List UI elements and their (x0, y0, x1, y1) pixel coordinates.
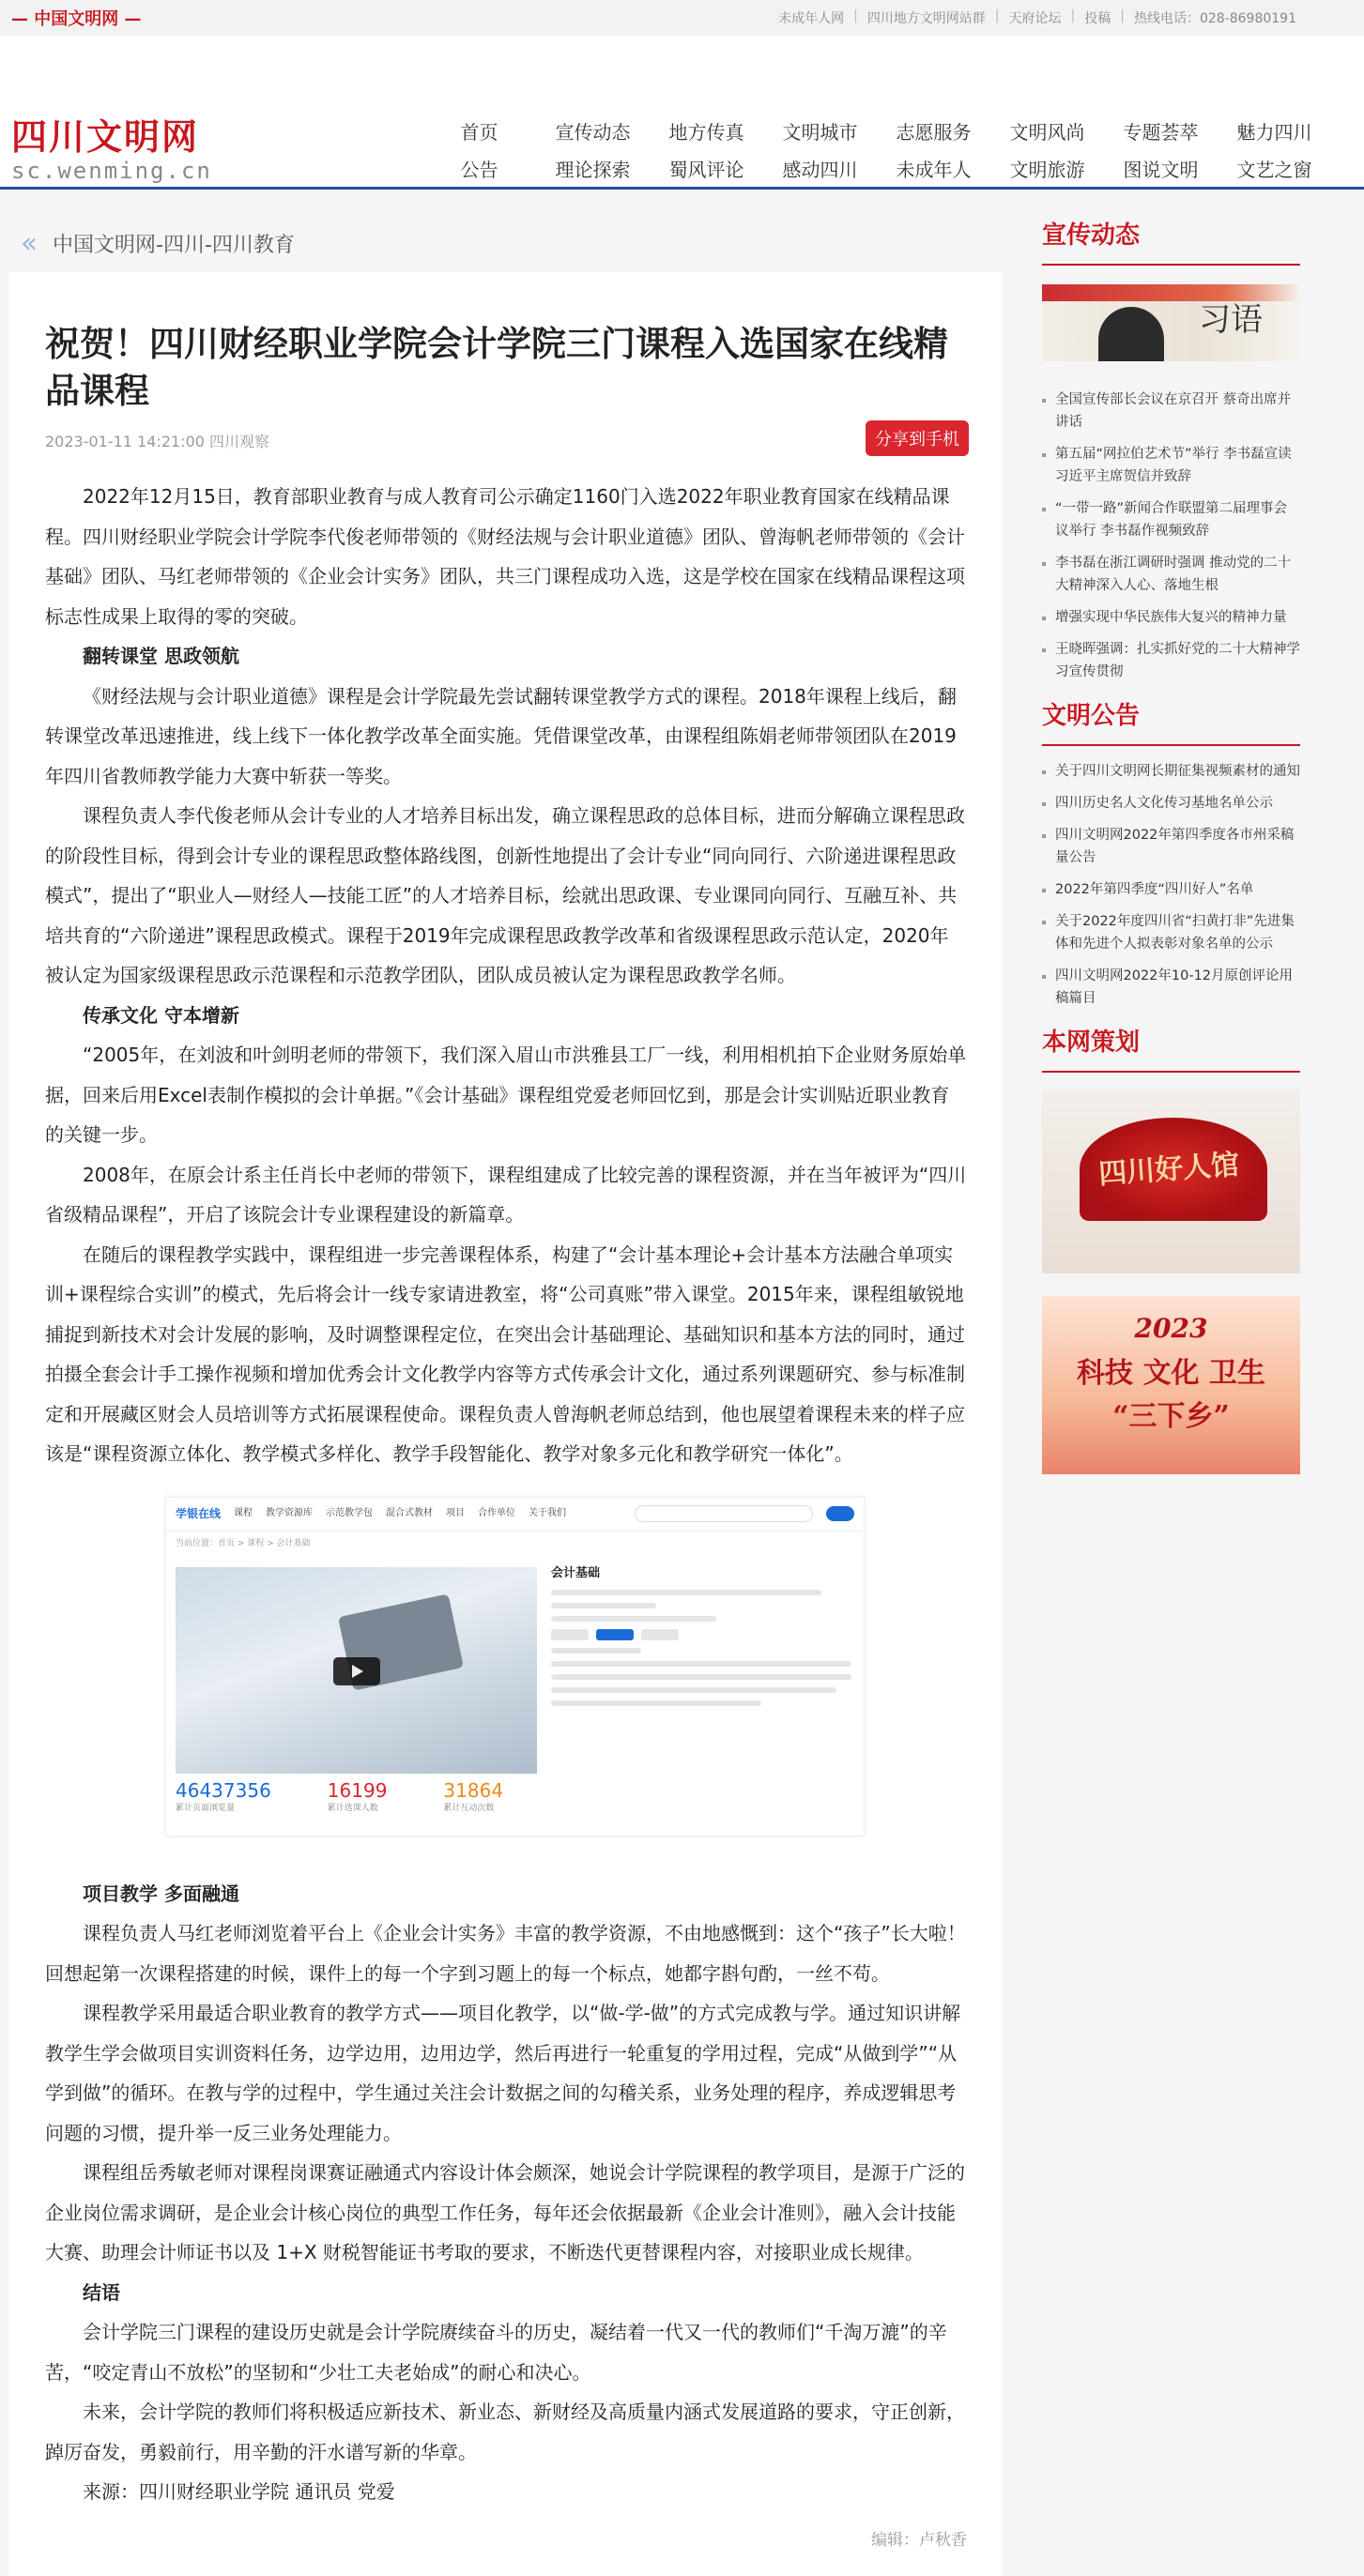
screenshot-nav-item: 示范教学包 (326, 1508, 374, 1518)
sidebar-news-item[interactable]: 关于2022年度四川省“扫黄打非”先进集体和先进个人拟表彰对象名单的公示 (1042, 910, 1300, 955)
article-paragraph: 会计学院三门课程的建设历史就是会计学院赓续奋斗的历史，凝结着一代又一代的教师们“千淘万漉”的辛苦，“咬定青山不放松”的坚韧和“少壮工夫老始成”的耐心和决心。 (45, 2321, 947, 2384)
main-nav (422, 118, 1331, 184)
nav-publicity[interactable]: 宣传动态 (555, 121, 631, 144)
sidebar-news-item[interactable]: 李书磊在浙江调研时强调 推动党的二十大精神深入人心、落地生根 (1042, 552, 1300, 597)
screenshot-nav-item: 混合式教材 (386, 1508, 434, 1518)
china-wenming-link[interactable]: — 中国文明网 — (11, 9, 142, 29)
sidebar-news-item[interactable]: 王晓晖强调：扎实抓好党的二十大精神学习宣传贯彻 (1042, 638, 1300, 683)
nav-customs[interactable]: 文明风尚 (1009, 121, 1085, 144)
section-heading: 项目教学 多面融通 (83, 1882, 239, 1905)
sidebar-title-notices[interactable]: 文明公告 (1042, 696, 1300, 746)
editor-credit: 编辑：卢秋香 (871, 2531, 967, 2550)
nav-local[interactable]: 地方传真 (668, 121, 744, 144)
three-to-countryside-promo[interactable]: 2023 科技 文化 卫生 “三下乡” (1042, 1296, 1300, 1474)
play-icon (333, 1657, 380, 1685)
stat-interactions: 31864 累计互动次数 (443, 1778, 504, 1813)
top-link-minors[interactable]: 未成年人网 (778, 11, 845, 26)
screenshot-topbar (166, 1498, 864, 1532)
article-paragraphs-bottom (45, 1874, 967, 2512)
sidebar-title-publicity[interactable]: 宣传动态 (1042, 216, 1300, 266)
screenshot-search-box (635, 1505, 813, 1522)
nav-arts[interactable]: 文艺之窗 (1236, 159, 1312, 181)
top-links: 未成年人网 | 四川地方文明网站群 | 天府论坛 | 投稿 | 热线电话：028-86980191 (778, 8, 1296, 26)
article-meta: 2023-01-11 14:21:00 四川观察 (45, 433, 270, 450)
article-paragraph: 2022年12月15日，教育部职业教育与成人教育司公示确定1160门入选2022年职业教育国家在线精品课程。四川财经职业学院会计学院李代俊老师带领的《财经法规与会计职业道德》团队、曾海帆老师带领的《会计基础》团队、马红老师带领的《企业会计实务》团队，共三门课程成功入选，这是学校在国家在线精品课程这项标志性成果上取得的零的突破。 (45, 485, 965, 628)
screenshot-course-title: 会计基础 (551, 1565, 601, 1580)
sidebar-news-item[interactable]: 四川文明网2022年第四季度各市州采稿量公告 (1042, 824, 1300, 869)
nav-home[interactable]: 首页 (460, 121, 498, 144)
nav-pictures[interactable]: 图说文明 (1123, 159, 1199, 181)
screenshot-stats (176, 1779, 503, 1815)
sidebar (1042, 216, 1300, 1474)
section-heading: 传承文化 守本增新 (83, 1003, 239, 1027)
sidebar-news-item[interactable]: “一带一路”新闻合作联盟第二届理事会议举行 李书磊作视频致辞 (1042, 497, 1300, 542)
section-heading: 翻转课堂 思政领航 (83, 645, 239, 667)
screenshot-nav-item: 项目 (446, 1508, 466, 1518)
nav-moving-sichuan[interactable]: 感动四川 (782, 159, 858, 181)
top-link-forum[interactable]: 天府论坛 (1008, 11, 1062, 26)
sidebar-news-item[interactable]: 关于四川文明网长期征集视频素材的通知 (1042, 760, 1300, 783)
notices-list (1042, 746, 1300, 1010)
breadcrumb-path[interactable]: 中国文明网-四川-四川教育 (53, 234, 295, 257)
section-heading: 结语 (83, 2280, 120, 2304)
top-link-submit[interactable]: 投稿 (1084, 11, 1111, 26)
screenshot-search-button (826, 1506, 854, 1521)
stat-page-views: 46437356 累计页面浏览量 (176, 1778, 271, 1813)
nav-commentary[interactable]: 蜀风评论 (668, 159, 744, 181)
screenshot-video (176, 1567, 537, 1774)
screenshot-nav-item: 教学资源库 (266, 1508, 314, 1518)
article-card (9, 272, 1003, 2576)
sidebar-news-item[interactable]: 2022年第四季度“四川好人”名单 (1042, 878, 1300, 901)
article-paragraph: 课程教学采用最适合职业教育的教学方式——项目化教学，以“做-学-做”的方式完成教与学。通过知识讲解教学生学会做项目实训资料任务，边学边用，边用边学，然后再进行一轮重复的学用过程，完成“从做到学”“从学到做”的循环。在教与学的过程中，学生通过关注会计数据之间的勾稽关系，业务处理的程序，养成逻辑思考问题的习惯，提升举一反三业务处理能力。 (45, 2002, 961, 2144)
nav-volunteer[interactable]: 志愿服务 (896, 121, 972, 144)
nav-tourism[interactable]: 文明旅游 (1009, 159, 1085, 181)
article-paragraph: 未来，会计学院的教师们将积极适应新技术、新业态、新财经及高质量内涵式发展道路的要求，守正创新，踔厉奋发，勇毅前行，用辛勤的汗水谱写新的华章。 (45, 2401, 965, 2463)
screenshot-logo: 学银在线 (176, 1507, 222, 1520)
screenshot-nav-item: 课程 (234, 1508, 253, 1518)
article-paragraph: 课程负责人李代俊老师从会计专业的人才培养目标出发，确立课程思政的总体目标，进而分解确立课程思政的阶段性目标，得到会计专业的课程思政整体路线图，创新性地提出了会计专业“同向同行、六阶递进课程思政模式”，提出了“职业人—财经人—技能工匠”的人才培养目标，绘就出思政课、专业课同向同行、互融互补、共培共育的“六阶递进”课程思政模式。课程于2019年完成课程思政教学改革和省级课程思政示范认定，2020年被认定为国家级课程思政示范课程和示范教学团队，团队成员被认定为课程思政教学名师。 (45, 804, 965, 986)
sidebar-news-item[interactable]: 四川文明网2022年10-12月原创评论用稿篇目 (1042, 965, 1300, 1010)
sidebar-news-item[interactable]: 第五届“网拉伯艺术节”举行 李书磊宣读习近平主席贺信并致辞 (1042, 443, 1300, 488)
course-platform-screenshot (165, 1497, 865, 1837)
top-link-local-sites[interactable]: 四川地方文明网站群 (866, 11, 986, 26)
article-paragraphs-top (45, 477, 967, 1474)
article-paragraph: “2005年，在刘波和叶剑明老师的带领下，我们深入眉山市洪雅县工厂一线，利用相机拍下企业财务原始单据，回来后用Excel表制作模拟的会计单据。”《会计基础》课程组党爱老师回忆到，那是会计实训贴近职业教育的关键一步。 (45, 1044, 967, 1146)
stat-enrolled: 16199 累计选课人数 (327, 1778, 388, 1813)
site-logo[interactable] (11, 118, 212, 184)
article-paragraph: 课程组岳秀敏老师对课程岗课赛证融通式内容设计体会颇深，她说会计学院课程的教学项目，是源于广泛的企业岗位需求调研，是企业会计核心岗位的典型工作任务，每年还会依据最新《企业会计准则》，融入会计技能大赛、助理会计师证书以及 1+X 财税智能证书考取的要求，不断迭代更替课程内容，对接职业成长规律。 (45, 2161, 965, 2264)
hotline-text: 热线电话：028-86980191 (1133, 11, 1296, 26)
share-to-phone-button[interactable]: 分享到手机 (866, 420, 969, 456)
article-paragraph: 在随后的课程教学实践中，课程组进一步完善课程体系，构建了“会计基本理论+会计基本方法融合单项实训+课程综合实训”的模式，先后将会计一线专家请进教室，将“公司真账”带入课堂。2015年来，课程组敏锐地捕捉到新技术对会计发展的影响，及时调整课程定位，在突出会计基础理论、基础知识和基本方法的同时，通过拍摄全套会计手工操作视频和增加优秀会计文化教学内容等方式传承会计文化，通过系列课题研究、参与标准制定和开展藏区财会人员培训等方式拓展课程使命。课程负责人曾海帆老师总结到，他也展望着课程未来的样子应该是“课程资源立体化、教学模式多样化、教学手段智能化、教学对象多元化和教学研究一体化”。 (45, 1242, 965, 1465)
sichuan-good-people-promo[interactable]: 四川好人馆 (1042, 1090, 1300, 1273)
sidebar-news-item[interactable]: 全国宣传部长会议在京召开 蔡奇出席并讲话 (1042, 389, 1300, 434)
screenshot-nav-item: 合作单位 (478, 1508, 516, 1518)
article-body (45, 477, 967, 2512)
logo-text-cn: 四川文明网 (11, 116, 200, 158)
nav-notices[interactable]: 公告 (460, 159, 498, 181)
article-title: 祝贺！四川财经职业学院会计学院三门课程入选国家在线精品课程 (45, 324, 948, 411)
nav-topics[interactable]: 专题荟萃 (1123, 121, 1199, 144)
nav-civil-city[interactable]: 文明城市 (782, 121, 858, 144)
article-paragraph: 课程负责人马红老师浏览着平台上《企业会计实务》丰富的教学资源，不由地感慨到：这个“孩子”长大啦！回想起第一次课程搭建的时候，课件上的每一个字到习题上的每一个标点，她都字斟句酌，一丝不苟。 (45, 1922, 966, 1985)
xi-quotes-banner[interactable]: 习语 (1042, 284, 1300, 361)
nav-theory[interactable]: 理论探索 (555, 159, 631, 181)
sidebar-news-item[interactable]: 四川历史名人文化传习基地名单公示 (1042, 792, 1300, 815)
nav-charm-sichuan[interactable]: 魅力四川 (1236, 121, 1312, 144)
sidebar-title-planning[interactable]: 本网策划 (1042, 1023, 1300, 1073)
article-paragraph: 2008年，在原会计系主任肖长中老师的带领下，课程组建成了比较完善的课程资源，并在当年被评为“四川省级精品课程”，开启了该院会计专业课程建设的新篇章。 (45, 1163, 967, 1226)
nav-minors[interactable]: 未成年人 (896, 159, 972, 181)
screenshot-nav-item: 关于我们 (529, 1508, 567, 1518)
article-paragraph: 《财经法规与会计职业道德》课程是会计学院最先尝试翻转课堂教学方式的课程。2018年课程上线后，翻转课堂改革迅速推进，线上线下一体化教学改革全面实施。凭借课堂改革，由课程组陈娟老师带领团队在2019年四川省教师教学能力大赛中斩获一等奖。 (45, 684, 957, 787)
screenshot-course-info (551, 1567, 851, 1714)
article-paragraph: 来源：四川财经职业学院 通讯员 党爱 (83, 2480, 395, 2503)
top-bar (0, 0, 1364, 36)
article-figure (45, 1474, 967, 1874)
breadcrumb (21, 227, 295, 260)
publicity-news-list (1042, 374, 1300, 683)
double-chevron-left-icon: ‹‹ (21, 227, 32, 260)
screenshot-breadcrumb: 当前位置：首页 > 课程 > 会计基础 (176, 1538, 311, 1548)
logo-text-en: sc.wenming.cn (11, 158, 212, 184)
sidebar-news-item[interactable]: 增强实现中华民族伟大复兴的精神力量 (1042, 606, 1300, 629)
site-header (0, 36, 1364, 190)
